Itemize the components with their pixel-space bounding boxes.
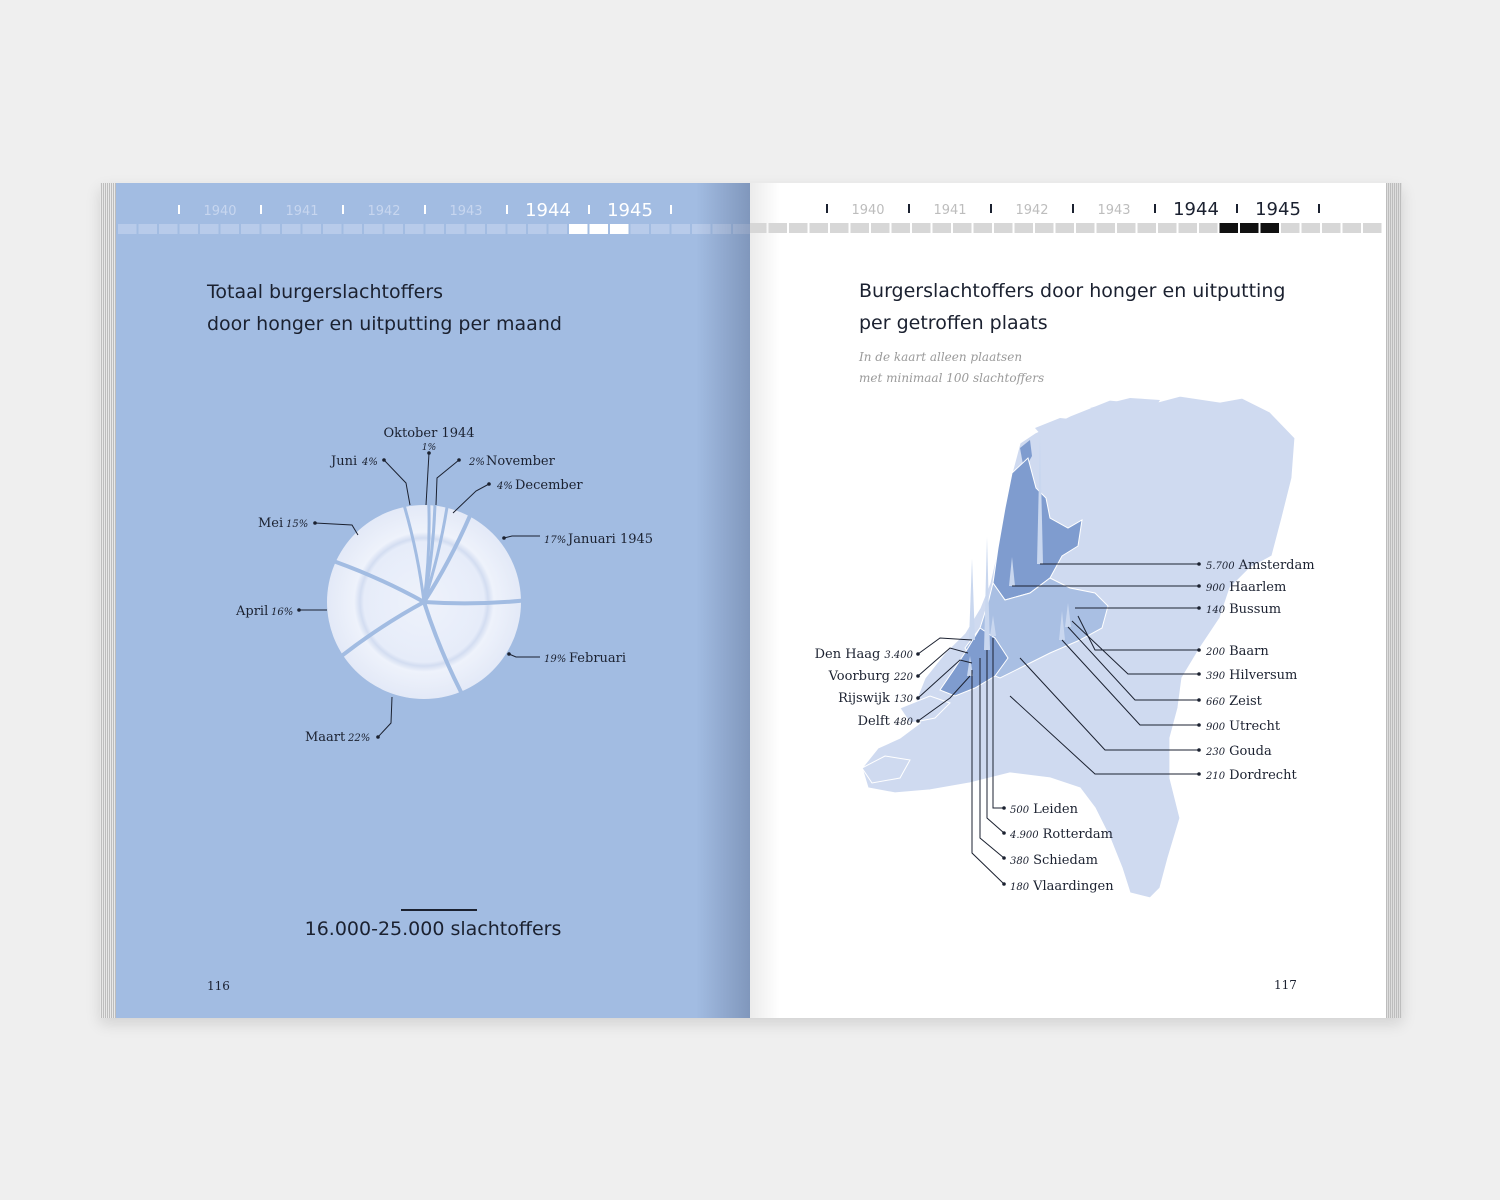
timeline-left (116, 183, 750, 243)
timeline-cell (789, 223, 808, 233)
rijswijk-label: Rijswijk (838, 691, 890, 706)
svg-text:140Bussum (1206, 602, 1281, 617)
timeline-cell (569, 224, 588, 234)
leiden-value: 500 (1010, 805, 1030, 816)
timeline-cell (323, 224, 342, 234)
map-spike (969, 558, 975, 640)
netherlands-map (750, 378, 1386, 918)
timeline-cell (1281, 223, 1300, 233)
timeline-cell (1343, 223, 1362, 233)
schiedam-value: 380 (1010, 856, 1030, 867)
dordrecht-label: Dordrecht (1229, 768, 1297, 783)
svg-text:Delft480 (858, 714, 914, 729)
zeist-label: Zeist (1229, 694, 1262, 709)
timeline-cell (405, 224, 424, 234)
timeline-cell (1220, 223, 1239, 233)
timeline-cell (1179, 223, 1198, 233)
left-title-line2: door honger en uitputting per maand (207, 313, 562, 335)
label-juni-pct: 4% (362, 457, 378, 468)
right-page (750, 183, 1386, 1018)
left-page (116, 183, 750, 1018)
gutter-shadow (696, 183, 750, 1018)
year-1941-right: 1941 (933, 203, 967, 218)
label-oktober: Oktober 1944 (383, 426, 475, 441)
svg-text:380Schiedam (1010, 853, 1098, 868)
timeline-cell (508, 224, 527, 234)
svg-text:390Hilversum (1206, 668, 1297, 683)
timeline-cell (180, 224, 199, 234)
svg-text:660Zeist (1206, 694, 1263, 709)
year-1945: 1945 (607, 200, 653, 221)
timeline-cell (200, 224, 219, 234)
timeline-cell (953, 223, 972, 233)
haarlem-value: 900 (1206, 583, 1226, 594)
timeline-cell (446, 224, 465, 234)
svg-text:4.900Rotterdam (1009, 827, 1113, 842)
label-oktober-pct: 1% (421, 443, 437, 453)
timeline-cell (933, 223, 952, 233)
timeline-cell (1322, 223, 1341, 233)
timeline-cell (1076, 223, 1095, 233)
svg-text:Voorburg220 (828, 669, 914, 684)
denhaag-value: 3.400 (884, 650, 913, 661)
timeline-cell (892, 223, 911, 233)
label-december-pct: 4% (497, 481, 513, 492)
rijswijk-value: 130 (893, 694, 913, 705)
baarn-value: 200 (1206, 647, 1226, 658)
amsterdam-label: Amsterdam (1238, 558, 1315, 573)
svg-text:Rijswijk130 (838, 691, 914, 706)
plate-pie-chart (116, 413, 750, 833)
timeline-cell (651, 224, 670, 234)
timeline-cell (871, 223, 890, 233)
timeline-cell (118, 224, 137, 234)
dordrecht-value: 210 (1206, 771, 1226, 782)
timeline-cell (467, 224, 486, 234)
svg-text:900Haarlem (1206, 580, 1286, 595)
year-1943-right: 1943 (1097, 203, 1131, 218)
svg-text:5.700Amsterdam (1206, 558, 1315, 573)
svg-text:Den Haag3.400 (815, 647, 914, 662)
year-1940-right: 1940 (851, 203, 885, 218)
zeist-value: 660 (1206, 697, 1226, 708)
amsterdam-value: 5.700 (1206, 561, 1235, 572)
timeline-cell (303, 224, 322, 234)
svg-text:900Utrecht (1206, 719, 1281, 734)
gouda-label: Gouda (1229, 744, 1272, 759)
rotterdam-value: 4.900 (1010, 830, 1039, 841)
timeline-cell (1158, 223, 1177, 233)
hilversum-value: 390 (1206, 671, 1226, 682)
year-1943: 1943 (449, 204, 483, 219)
timeline-cell (262, 224, 281, 234)
baarn-label: Baarn (1229, 644, 1269, 659)
total-victims: 16.000-25.000 slachtoffers (304, 918, 562, 940)
right-title-line2: per getroffen plaats (859, 312, 1048, 334)
timeline-cell (528, 224, 547, 234)
svg-text:200Baarn (1205, 644, 1269, 659)
timeline-cell (549, 224, 568, 234)
timeline-cell (769, 223, 788, 233)
delft-label: Delft (857, 714, 890, 729)
schiedam-label: Schiedam (1033, 853, 1098, 868)
timeline-cell (1117, 223, 1136, 233)
label-januari-pct: 17% (544, 535, 567, 546)
page-number-right: 117 (1274, 978, 1297, 992)
year-1945-right: 1945 (1255, 199, 1301, 220)
timeline-cell (1261, 223, 1280, 233)
gouda-value: 230 (1206, 747, 1226, 758)
hilversum-label: Hilversum (1229, 668, 1298, 683)
timeline-cell (1097, 223, 1116, 233)
timeline-cell (344, 224, 363, 234)
timeline-cell (1015, 223, 1034, 233)
timeline-cell (974, 223, 993, 233)
svg-text:230Gouda (1205, 744, 1272, 759)
label-februari-pct: 19% (544, 654, 567, 665)
timeline-cell (810, 223, 829, 233)
timeline-cell (364, 224, 383, 234)
timeline-cell (159, 224, 178, 234)
timeline-right (750, 183, 1386, 243)
timeline-cell (139, 224, 158, 234)
book-spread (100, 183, 1402, 1018)
timeline-cell (610, 224, 629, 234)
timeline-cell (1363, 223, 1382, 233)
voorburg-label: Voorburg (828, 669, 890, 684)
year-1942-right: 1942 (1015, 203, 1049, 218)
timeline-cell (672, 224, 691, 234)
timeline-cell (1240, 223, 1259, 233)
year-1940: 1940 (203, 204, 237, 219)
timeline-cell (487, 224, 506, 234)
timeline-cell (631, 224, 650, 234)
timeline-cell (750, 223, 767, 233)
timeline-cell (851, 223, 870, 233)
denhaag-label: Den Haag (814, 647, 881, 662)
label-januari: Januari 1945 (568, 532, 654, 547)
left-title-line1: Totaal burgerslachtoffers (207, 281, 444, 303)
label-april: April (236, 604, 269, 619)
timeline-cell (830, 223, 849, 233)
label-februari: Februari (569, 651, 627, 666)
label-mei: Mei (258, 516, 284, 531)
right-title-line1: Burgerslachtoffers door honger en uitputting (859, 280, 1286, 302)
timeline-cell (1035, 223, 1054, 233)
timeline-cell (590, 224, 609, 234)
year-1944-right: 1944 (1173, 199, 1219, 220)
timeline-cell (994, 223, 1013, 233)
voorburg-value: 220 (893, 672, 913, 683)
map-note-line2: met minimaal 100 slachtoffers (859, 371, 1045, 385)
timeline-cell (221, 224, 240, 234)
timeline-cell (1138, 223, 1157, 233)
label-december: December (515, 478, 583, 493)
label-november: November (486, 454, 555, 469)
page-edges-right (1386, 183, 1402, 1018)
timeline-cell (1056, 223, 1075, 233)
svg-text:180Vlaardingen (1010, 879, 1114, 894)
vlaardingen-value: 180 (1010, 882, 1030, 893)
timeline-cell (282, 224, 301, 234)
timeline-cell (385, 224, 404, 234)
label-mei-pct: 15% (286, 519, 309, 530)
utrecht-value: 900 (1206, 722, 1226, 733)
label-april-pct: 16% (271, 607, 294, 618)
total-rule (401, 909, 477, 911)
svg-text:500Leiden (1010, 802, 1079, 817)
timeline-cell (1302, 223, 1321, 233)
vlaardingen-label: Vlaardingen (1033, 879, 1114, 894)
bussum-value: 140 (1206, 605, 1226, 616)
delft-value: 480 (893, 717, 913, 728)
svg-text:210Dordrecht (1205, 768, 1297, 783)
rotterdam-label: Rotterdam (1042, 827, 1114, 842)
label-november-pct: 2% (469, 457, 485, 468)
haarlem-label: Haarlem (1229, 580, 1287, 595)
year-1944: 1944 (525, 200, 571, 221)
leiden-label: Leiden (1033, 802, 1078, 817)
timeline-cell (426, 224, 445, 234)
timeline-cell (912, 223, 931, 233)
year-1942: 1942 (367, 204, 401, 219)
page-number-left: 116 (207, 979, 230, 993)
utrecht-label: Utrecht (1229, 719, 1281, 734)
label-maart-pct: 22% (348, 733, 371, 744)
label-maart: Maart (305, 730, 346, 745)
timeline-cell (241, 224, 260, 234)
map-note-line1: In de kaart alleen plaatsen (859, 350, 1023, 364)
year-1941: 1941 (285, 204, 319, 219)
label-juni: Juni (331, 454, 358, 469)
timeline-cell (1199, 223, 1218, 233)
bussum-label: Bussum (1229, 602, 1282, 617)
page-edges-left (100, 183, 116, 1018)
